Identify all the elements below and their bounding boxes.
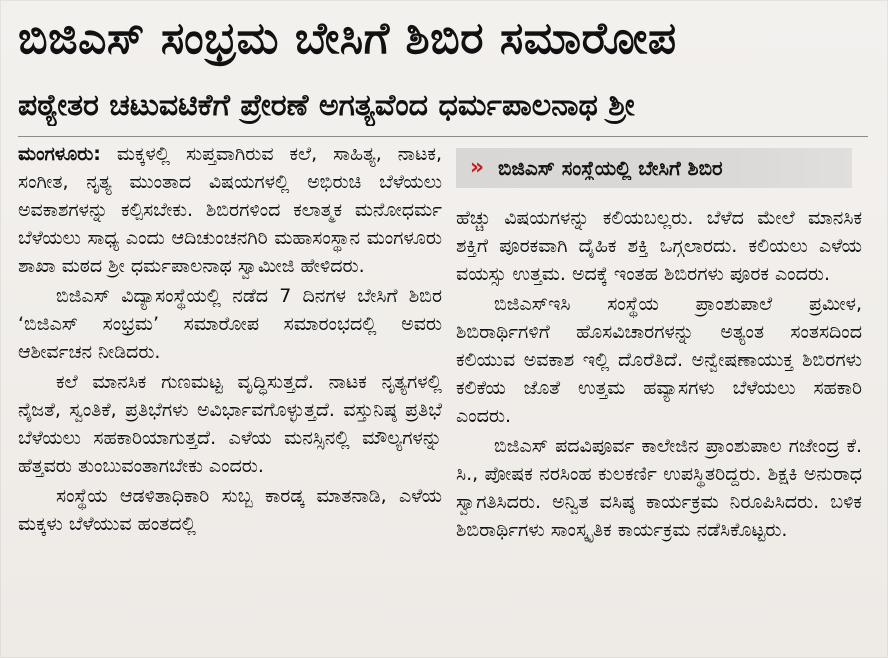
header-divider <box>18 136 868 137</box>
right-article-column <box>456 204 862 648</box>
section-header <box>456 148 852 188</box>
left-paragraph-1-text: ಮಕ್ಕಳಲ್ಲಿ ಸುಪ್ತವಾಗಿರುವ ಕಲೆ, ಸಾಹಿತ್ಯ, ನಾಟಕ, ಸಂಗೀತ, ನೃತ್ಯ ಮುಂತಾದ ವಿಷಯಗಳಲ್ಲಿ ಅಭಿರುಚಿ ಬೆಳೆಯಲು ಅವಕಾಶಗಳನ್ನು ಕಲ್ಪಿಸಬೇಕು. ಶಿಬಿರಗಳಿಂದ ಕಲಾತ್ಮಕ ಮನೋಧರ್ಮ ಬೆಳೆಯಲು ಸಾಧ್ಯ ಎಂದು ಆದಿಚುಂಚನಗಿರಿ ಮಹಾಸಂಸ್ಥಾನ ಮಂಗಳೂರು ಶಾಖಾ ಮಠದ ಶ್ರೀ ಧರ್ಮಪಾಲನಾಥ ಸ್ವಾಮೀಜಿ ಹೇಳಿದರು. <box>18 143 442 277</box>
chevron-right-icon: » <box>469 155 485 180</box>
left-paragraph-3: ಕಲೆ ಮಾನಸಿಕ ಗುಣಮಟ್ಟ ವೃದ್ಧಿಸುತ್ತದೆ. ನಾಟಕ ನೃತ್ಯಗಳಲ್ಲಿ ನೈಜತೆ, ಸ್ವಂತಿಕೆ, ಪ್ರತಿಭೆಗಳು ಅವಿರ್ಭಾವಗೊಳ್ಳುತ್ತದೆ. ವಸ್ತುನಿಷ್ಠ ಪ್ರತಿಭೆ ಬೆಳೆಯಲು ಸಹಕಾರಿಯಾಗುತ್ತದೆ. ಎಳೆಯ ಮನಸ್ಸಿನಲ್ಲಿ ಮೌಲ್ಯಗಳನ್ನು ಹೆತ್ತವರು ತುಂಬುವಂತಾಗಬೇಕು ಎಂದರು. <box>18 371 442 477</box>
left-paragraph-2: ಬಿಜಿಎಸ್ ವಿದ್ಯಾಸಂಸ್ಥೆಯಲ್ಲಿ ನಡೆದ 7 ದಿನಗಳ ಬೇಸಿಗೆ ಶಿಬಿರ ‘ಬಿಜಿಎಸ್ ಸಂಭ್ರಮ’ ಸಮಾರೋಪ ಸಮಾರಂಭದಲ್ಲಿ ಅವರು ಆಶೀರ್ವಚನ ನೀಡಿದರು. <box>18 285 442 363</box>
dateline: ಮಂಗಳೂರು: <box>18 143 101 165</box>
left-paragraph-4: ಸಂಸ್ಥೆಯ ಆಡಳಿತಾಧಿಕಾರಿ ಸುಬ್ಬ ಕಾರಡ್ಕ ಮಾತನಾಡಿ, ಎಳೆಯ ಮಕ್ಕಳು ಬೆಳೆಯುವ ಹಂತದಲ್ಲಿ <box>18 485 442 535</box>
left-paragraph-1 <box>18 140 442 280</box>
right-paragraph-1: ಹೆಚ್ಚು ವಿಷಯಗಳನ್ನು ಕಲಿಯಬಲ್ಲರು. ಬೆಳೆದ ಮೇಲೆ ಮಾನಸಿಕ ಶಕ್ತಿಗೆ ಪೂರಕವಾಗಿ ದೈಹಿಕ ಶಕ್ತಿ ಒಗ್ಗಲಾರದು. ಕಲಿಯಲು ಎಳೆಯ ವಯಸ್ಸು ಉತ್ತಮ. ಅದಕ್ಕೆ ಇಂತಹ ಶಿಬಿರಗಳು ಪೂರಕ ಎಂದರು. <box>456 207 862 285</box>
right-paragraph-2: ಬಿಜಿಎಸ್‌ಇಸಿ ಸಂಸ್ಥೆಯ ಪ್ರಾಂಶುಪಾಲೆ ಪ್ರಮೀಳ, ಶಿಬಿರಾರ್ಥಿಗಳಿಗೆ ಹೊಸವಿಚಾರಗಳನ್ನು ಅತ್ಯಂತ ಸಂತಸದಿಂದ ಕಲಿಯುವ ಅವಕಾಶ ಇಲ್ಲಿ ದೊರೆತಿದೆ. ಅನ್ವೇಷಣಾಯುಕ್ತ ಶಿಬಿರಗಳು ಕಲಿಕೆಯ ಜೊತೆ ಉತ್ತಮ ಹವ್ಯಾಸಗಳು ಬೆಳೆಯಲು ಸಹಕಾರಿ ಎಂದರು. <box>456 293 862 427</box>
left-article-column <box>18 140 442 648</box>
article-headline: ಬಿಜಿಎಸ್ ಸಂಭ್ರಮ ಬೇಸಿಗೆ ಶಿಬಿರ ಸಮಾರೋಪ <box>18 13 677 64</box>
article-subheadline: ಪಠ್ಯೇತರ ಚಟುವಟಿಕೆಗೆ ಪ್ರೇರಣೆ ಅಗತ್ಯವೆಂದ ಧರ್ಮಪಾಲನಾಥ ಶ್ರೀ <box>18 88 635 123</box>
section-header-title: ಬಿಜಿಎಸ್ ಸಂಸ್ಥೆಯಲ್ಲಿ ಬೇಸಿಗೆ ಶಿಬಿರ <box>498 156 723 180</box>
right-paragraph-3: ಬಿಜಿಎಸ್ ಪದವಿಪೂರ್ವ ಕಾಲೇಜಿನ ಪ್ರಾಂಶುಪಾಲ ಗಜೇಂದ್ರ ಕೆ. ಸಿ., ಪೋಷಕ ನರಸಿಂಹ ಕುಲಕರ್ಣಿ ಉಪಸ್ಥಿತರಿದ್ದರು. ಶಿಕ್ಷಕಿ ಅನುರಾಧ ಸ್ವಾಗತಿಸಿದರು. ಅನ್ವಿತ ವಸಿಷ್ಠ ಕಾರ್ಯಕ್ರಮ ನಿರೂಪಿಸಿದರು. ಬಳಿಕ ಶಿಬಿರಾರ್ಥಿಗಳು ಸಾಂಸ್ಕೃತಿಕ ಕಾರ್ಯಕ್ರಮ ನಡೆಸಿಕೊಟ್ಟರು. <box>456 435 862 541</box>
